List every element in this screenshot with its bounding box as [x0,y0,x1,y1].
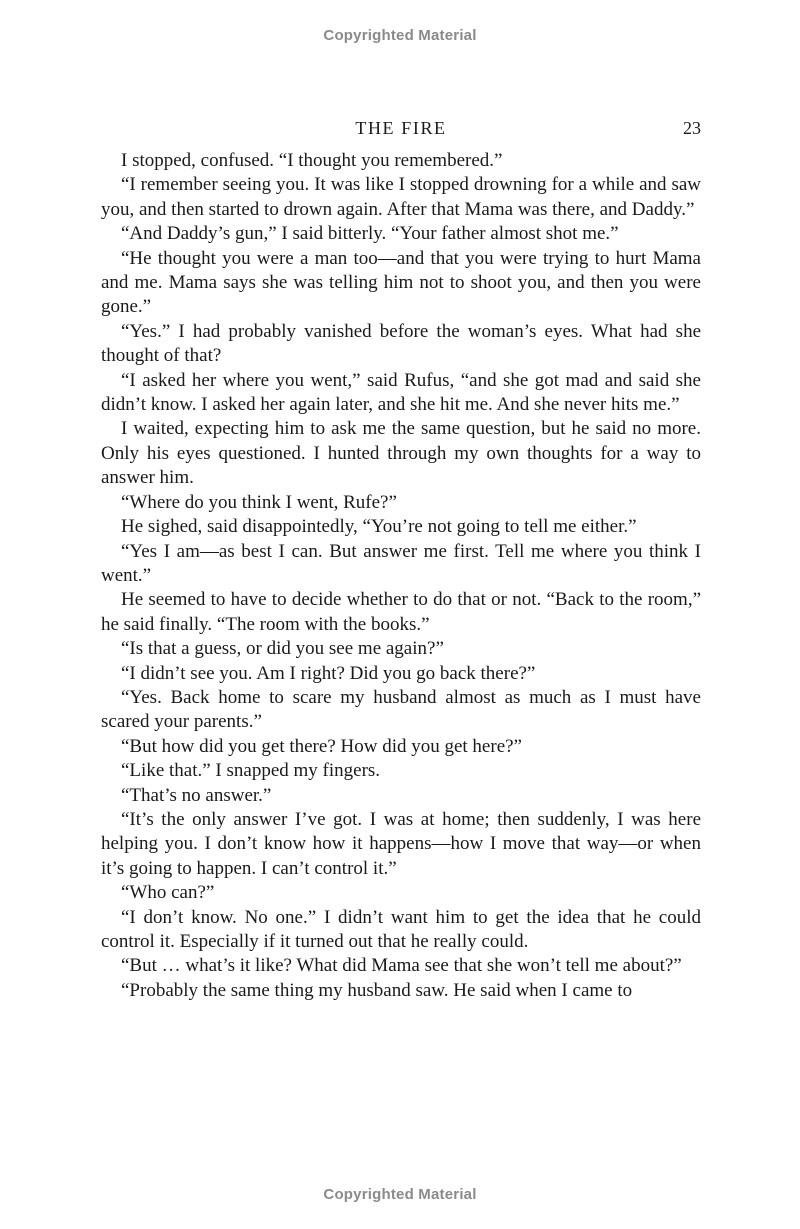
paragraph: “It’s the only answer I’ve got. I was at home; then suddenly, I was here helping you. I don’t know how it happens—how I move that way—or when it’s going to happen. I can’t control it.” [101,808,701,879]
paragraph: “Like that.” I snapped my fingers. [121,760,381,782]
paragraph: “I didn’t see you. Am I right? Did you go back there?” [121,662,536,684]
paragraph: “I remember seeing you. It was like I stopped drowning for a while and saw you, and then started to drown again. After that Mama was there, and Daddy.” [101,174,701,220]
paragraph: “I asked her where you went,” said Rufus, “and she got mad and said she didn’t know. I asked her again later, and she hit me. And she never hits me.” [101,369,701,416]
paragraph: He seemed to have to decide whether to do that or not. “Back to the room,” he said finally. “The room with the books.” [101,589,701,635]
paragraph: “Yes. Back home to scare my husband almost as much as I must have scared your parents.” [101,686,701,733]
paragraph: “Yes.” I had probably vanished before the woman’s eyes. What had she thought of that? [101,320,701,367]
body-text [101,149,701,1003]
paragraph: “I don’t know. No one.” I didn’t want him to get the idea that he could control it. Especially if it turned out that he really could. [101,906,701,952]
paragraph: “That’s no answer.” [121,784,272,806]
paragraph: “But how did you get there? How did you get here?” [121,735,522,757]
paragraph: “Yes I am—as best I can. But answer me first. Tell me where you think I went.” [101,540,701,586]
copyright-watermark-top: Copyrighted Material [323,27,477,44]
paragraph: He sighed, said disappointedly, “You’re not going to tell me either.” [121,516,637,538]
running-head [101,118,701,142]
paragraph: “But … what’s it like? What did Mama see that she won’t tell me about?” [121,955,682,977]
page-number: 23 [683,118,701,138]
paragraph: “And Daddy’s gun,” I said bitterly. “Your father almost shot me.” [121,223,619,245]
paragraph: I waited, expecting him to ask me the same question, but he said no more. Only his eyes questioned. I hunted through my own thoughts for a way to answer him. [101,418,701,489]
paragraph: I stopped, confused. “I thought you remembered.” [121,150,503,171]
paragraph: “Where do you think I went, Rufe?” [121,491,397,513]
paragraph: “Who can?” [121,882,215,904]
paragraph: “Is that a guess, or did you see me again?” [121,638,444,660]
paragraph: “He thought you were a man too—and that you were trying to hurt Mama and me. Mama says she was telling him not to shoot you, and then you were gone.” [101,247,701,318]
copyright-watermark-bottom: Copyrighted Material [323,1186,477,1203]
running-title: THE FIRE [355,118,447,138]
paragraph: “Probably the same thing my husband saw. He said when I came to [121,979,633,1001]
